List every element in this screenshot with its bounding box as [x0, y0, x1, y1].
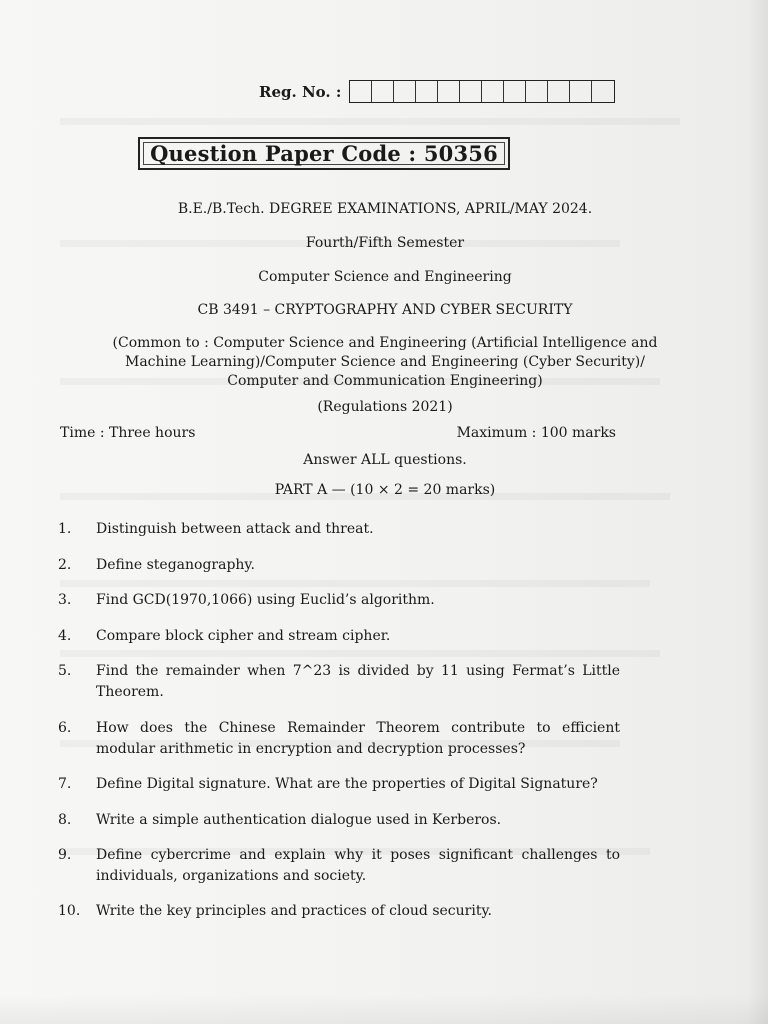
question-number: 5. — [58, 663, 72, 679]
question-number: 8. — [58, 812, 72, 828]
reg-no-box[interactable] — [394, 81, 416, 102]
common-to-line: Machine Learning)/Computer Science and Engineering (Cyber Security)/ — [124, 354, 645, 370]
question-item — [58, 590, 620, 611]
reg-no-box[interactable] — [438, 81, 460, 102]
reg-no-box[interactable] — [548, 81, 570, 102]
time-marks-row — [60, 425, 616, 441]
reg-no-box[interactable] — [350, 81, 372, 102]
reg-no-box[interactable] — [592, 81, 614, 102]
common-to-line: (Common to : Computer Science and Engineering (Artificial Intelligence and — [112, 335, 658, 351]
question-paper-code: Question Paper Code : 50356 — [150, 141, 498, 166]
common-to — [50, 334, 720, 391]
maximum-marks: Maximum : 100 marks — [456, 425, 616, 441]
question-text: Define steganography. — [96, 557, 255, 573]
reg-no-box[interactable] — [372, 81, 394, 102]
instructions: Answer ALL questions. — [303, 452, 467, 468]
question-item — [58, 901, 620, 922]
question-number: 1. — [58, 521, 72, 537]
question-item — [58, 810, 620, 831]
question-list — [58, 519, 620, 922]
question-text: Define cybercrime and explain why it poses significant challenges to individuals, organizations and society. — [96, 847, 620, 884]
question-number: 2. — [58, 557, 72, 573]
reg-no-box[interactable] — [526, 81, 548, 102]
question-text: Distinguish between attack and threat. — [96, 521, 374, 537]
question-item — [58, 845, 620, 887]
question-item — [58, 774, 620, 795]
time-duration: Time : Three hours — [60, 425, 196, 441]
reg-no-label: Reg. No. : — [259, 82, 342, 101]
page-edge-shadow — [746, 0, 768, 1024]
question-text: Find GCD(1970,1066) using Euclid’s algorithm. — [96, 592, 435, 608]
question-item — [58, 555, 620, 576]
common-to-line: Computer and Communication Engineering) — [227, 373, 543, 389]
question-number: 9. — [58, 847, 72, 863]
department: Computer Science and Engineering — [258, 269, 512, 285]
degree-title: B.E./B.Tech. DEGREE EXAMINATIONS, APRIL/MAY 2024. — [177, 201, 593, 217]
semester: Fourth/Fifth Semester — [305, 235, 465, 251]
reg-no-box[interactable] — [570, 81, 592, 102]
course-title: CB 3491 – CRYPTOGRAPHY AND CYBER SECURITY — [197, 302, 573, 318]
reg-no-box[interactable] — [416, 81, 438, 102]
question-text: Define Digital signature. What are the properties of Digital Signature? — [96, 776, 598, 792]
bleed-through-text — [60, 118, 680, 125]
reg-no-box[interactable] — [482, 81, 504, 102]
reg-no-boxes — [349, 80, 615, 103]
reg-no-box[interactable] — [504, 81, 526, 102]
question-number: 4. — [58, 628, 72, 644]
question-number: 3. — [58, 592, 72, 608]
question-paper-code-box — [138, 137, 510, 170]
question-item — [58, 718, 620, 760]
question-number: 6. — [58, 720, 72, 736]
question-item — [58, 519, 620, 540]
reg-no-field — [259, 80, 615, 103]
page-edge-shadow — [0, 994, 768, 1024]
question-text: Write the key principles and practices of cloud security. — [96, 903, 492, 919]
question-item — [58, 626, 620, 647]
regulations: (Regulations 2021) — [317, 399, 453, 415]
question-text: Compare block cipher and stream cipher. — [96, 628, 391, 644]
question-text: Write a simple authentication dialogue used in Kerberos. — [96, 812, 502, 828]
question-number: 10. — [58, 903, 81, 919]
question-text: How does the Chinese Remainder Theorem contribute to efficient modular arithmetic in encryption and decryption processes? — [96, 720, 620, 757]
question-item — [58, 661, 620, 703]
part-a-heading: PART A — (10 × 2 = 20 marks) — [274, 482, 496, 498]
reg-no-box[interactable] — [460, 81, 482, 102]
question-number: 7. — [58, 776, 72, 792]
question-text: Find the remainder when 7^23 is divided by 11 using Fermat’s Little Theorem. — [96, 663, 620, 700]
